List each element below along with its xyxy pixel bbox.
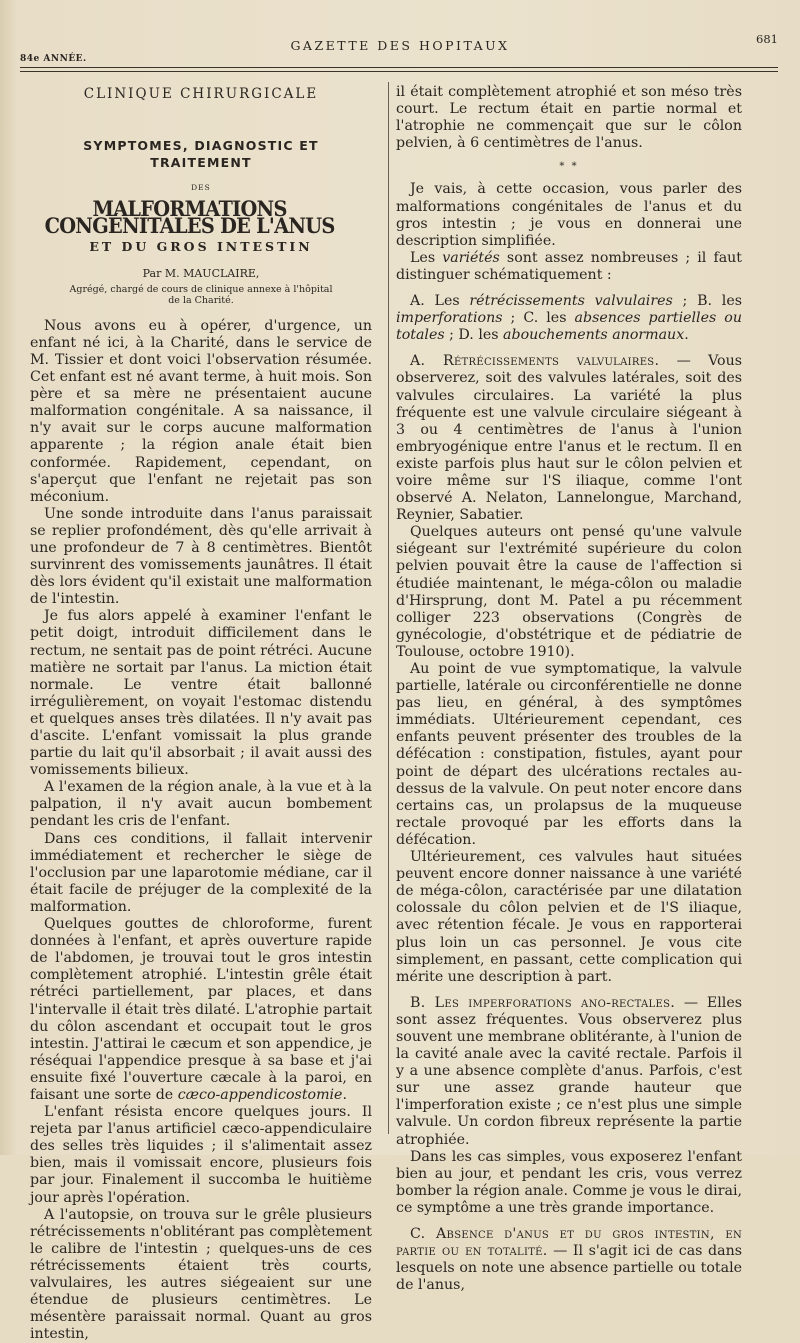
year-label: 84e ANNÉE. bbox=[20, 54, 87, 64]
article-title-main: MALFORMATIONS CONGÉNITALES DE L'ANUS bbox=[44, 196, 335, 239]
right-column bbox=[396, 84, 742, 1294]
italic-term: rétrécissements valvulaires bbox=[469, 293, 673, 310]
italic-term: variétés bbox=[442, 249, 500, 266]
paragraph-text: . bbox=[342, 1086, 347, 1103]
author-byline: Par M. MAUCLAIRE, bbox=[142, 266, 260, 280]
subsection-heading: A. Rétrécissements valvulaires. bbox=[410, 353, 660, 370]
paragraph: A l'examen de la région anale, à la vue et à la palpation, il n'y avait aucun bombement pendant les cris de l'enfant. bbox=[30, 779, 372, 830]
paragraph: Dans ces conditions, il fallait intervenir immédiatement et rechercher le siège de l'occlusion par une laparotomie médiane, car il était facile de préjuger de la complexité de la malformation. bbox=[30, 830, 372, 915]
left-column bbox=[30, 84, 372, 1343]
paragraph: Au point de vue symptomatique, la valvule partielle, latérale ou circonférentielle ne donne pas lieu, en général, à des symptômes immédiats. Ultérieurement cependant, ces enfants peuvent présenter des troubles de la défécation : constipation, fistules, ayant pour point de départ des ulcérations rectales au-dessus de la valvule. On peut noter encore dans certains cas, un prolapsus de la muqueuse rectale provoqué par les efforts dans la défécation. bbox=[396, 661, 742, 848]
subsection-heading: B. Les imperforations ano-rectales. bbox=[410, 994, 676, 1011]
paragraph bbox=[396, 1226, 742, 1294]
paragraph-text: ; B. les bbox=[672, 293, 742, 310]
paragraph: Ultérieurement, ces valvules haut situées peuvent encore donner naissance à une variété de méga-côlon, caractérisée par une dilatation colossale du côlon pelvien et de l'S iliaque, avec rétention fécale. Je vous en rapporterai plus loin un cas personnel. Je vous cite simplement, en passant, cette complication qui mérite une description à part. bbox=[396, 849, 742, 985]
paragraph: il était complètement atrophié et son méso très court. Le rectum était en partie normal et l'atrophie ne commençait que sur le côlon pelvien, à 6 centimètres de l'anus. bbox=[396, 84, 742, 152]
paragraph: Dans les cas simples, vous exposerez l'enfant bien au jour, et pendant les cris, vous verrez bomber la région anale. Comme je vous le dirai, ce symptôme a une très grande importance. bbox=[396, 1148, 742, 1216]
author-affiliation-2: de la Charité. bbox=[168, 294, 234, 306]
page-number: 681 bbox=[756, 32, 778, 46]
italic-term: abouchements anormaux bbox=[503, 327, 685, 344]
paragraph-text: Quelques gouttes de chloroforme, furent données à l'enfant, et après ouverture rapide de l'abdomen, je trouvai tout le gros intestin complètement atrophié. L'intestin grêle était rétréci partiellement, par places, et dans l'intervalle il était très dilaté. L'atrophie partait du côlon ascendant et occupait tout le gros intestin. J'attirai le cæcum et son appendice, je réséquai l'appendice presque à sa base et j'ai ensuite fixé l'ouverture cæcale à la paroi, en faisant une sorte de bbox=[30, 916, 372, 1103]
paragraph: Une sonde introduite dans l'anus paraissait se replier profondément, dès qu'elle arrivait à une profondeur de 7 à 8 centimètres. Bientôt survinrent des vomissements jaunâtres. Il était dès lors évident qu'il existait une malformation de l'intestin. bbox=[30, 505, 372, 608]
page-header bbox=[0, 0, 800, 80]
paragraph-text: sont assez nombreuses ; il faut distinguer schématiquement : bbox=[396, 249, 742, 283]
column-divider bbox=[388, 82, 389, 1134]
header-rule bbox=[20, 67, 778, 68]
paragraph: Je fus alors appelé à examiner l'enfant le petit doigt, introduit difficilement dans le rectum, ne sentait pas de point rétréci. Aucune matière ne sortait par l'anus. La miction était normale. Le ventre était ballonné irrégulièrement, on voyait l'estomac distendu et quelques anses très dilatées. Il n'y avait pas d'ascite. L'enfant vomissait la plus grande partie du lait qu'il absorbait ; il avait aussi des vomissements bilieux. bbox=[30, 608, 372, 779]
article-title-des: DES bbox=[191, 183, 211, 193]
paragraph: L'enfant résista encore quelques jours. Il rejeta par l'anus artificiel cæco-appendiculaire des selles très liquides ; il s'alimentait assez bien, mais il vomissait encore, plusieurs fois par jour. Finalement il succomba le huitième jour après l'opération. bbox=[30, 1104, 372, 1206]
paragraph-text: Les bbox=[410, 249, 443, 266]
paragraph-text: — Il s'agit ici de cas dans lesquels on note une absence partielle ou totale de l'anus, bbox=[396, 1243, 742, 1294]
paragraph: Je vais, à cette occasion, vous parler des malformations congénitales de l'anus et du gros intestin ; je vous en donnerai une description simplifiée. bbox=[396, 181, 742, 249]
article-title-line3: ET DU GROS INTESTIN bbox=[89, 238, 313, 254]
italic-term: cæco-appendicostomie bbox=[177, 1086, 343, 1103]
paragraph bbox=[30, 916, 372, 1104]
paragraph: A l'autopsie, on trouva sur le grêle plusieurs rétrécissements n'oblitérant pas complètement le calibre de l'intestin ; quelques-uns de ces rétrécissements étaient très courts, valvulaires, les autres siégeaient sur une étendue de plusieurs centimètres. Le mésentère paraissait normal. Quant au gros intestin, bbox=[30, 1206, 372, 1343]
journal-title: GAZETTE DES HOPITAUX bbox=[290, 38, 510, 53]
italic-term: absences partielles ou totales bbox=[396, 310, 742, 344]
paragraph bbox=[396, 250, 742, 284]
author-affiliation: Agrégé, chargé de cours de clinique annexe à l'hôpital bbox=[69, 283, 333, 295]
section-heading: CLINIQUE CHIRURGICALE bbox=[83, 86, 319, 102]
header-rule-thin bbox=[20, 71, 778, 72]
paragraph-text: — Vous observerez, soit des valvules latérales, soit des valvules circulaires. La variété la plus fréquente est une valvule circulaire siégeant à 3 ou 4 centimètres de l'anus à l'union embryogénique entre l'anus et le rectum. Il en existe parfois plus haut sur le côlon pelvien et voire même sur l'S iliaque, comme l'ont observé A. Nelaton, Lannelongue, Marchand, Reynier, Sabatier. bbox=[396, 353, 742, 524]
paragraph bbox=[396, 293, 742, 344]
paragraph-text: ; D. les bbox=[444, 327, 504, 344]
italic-term: imperforations bbox=[396, 310, 503, 327]
section-break-stars: * * bbox=[559, 161, 579, 173]
paragraph-text: — Elles sont assez fréquentes. Vous observerez plus souvent une membrane oblitérante, à l'union de la cavité anale avec la cavité rectale. Parfois il y a une absence complète d'anus. Parfois, c'est sur une assez grande hauteur que l'imperforation existe ; ce n'est plus une simple valvule. Un cordon fibreux représente la partie atrophiée. bbox=[396, 994, 742, 1148]
paragraph-text: A. Les bbox=[410, 293, 470, 310]
paragraph: Quelques auteurs ont pensé qu'une valvule siégeant sur l'extrémité supérieure du colon pelvien pouvait être la cause de l'affection si étudiée maintenant, le méga-côlon ou maladie d'Hirsprung, dont M. Patel a pu récemment colliger 223 observations (Congrès de gynécologie, d'obstétrique et de pédiatrie de Toulouse, octobre 1910). bbox=[396, 524, 742, 660]
article-title-line1: SYMPTOMES, DIAGNOSTIC ET TRAITEMENT bbox=[83, 138, 319, 171]
paragraph-text: . bbox=[684, 327, 689, 344]
paragraph: Nous avons eu à opérer, d'urgence, un enfant né ici, à la Charité, dans le service de M. Tissier et dont voici l'observation résumée. Cet enfant est né avant terme, à huit mois. Son père et sa mère ne présentaient aucune malformation congénitale. A sa naissance, il n'y avait sur le corps aucune malformation apparente ; la région anale était bien conformée. Rapidement, cependant, on s'aperçut que l'enfant ne rejetait pas son méconium. bbox=[30, 317, 372, 505]
paragraph-text: ; C. les bbox=[502, 310, 575, 327]
subsection-heading: C. Absence d'anus et du gros intestin, en partie ou en totalité. bbox=[396, 1226, 742, 1260]
paragraph bbox=[396, 353, 742, 524]
paragraph bbox=[396, 995, 742, 1149]
